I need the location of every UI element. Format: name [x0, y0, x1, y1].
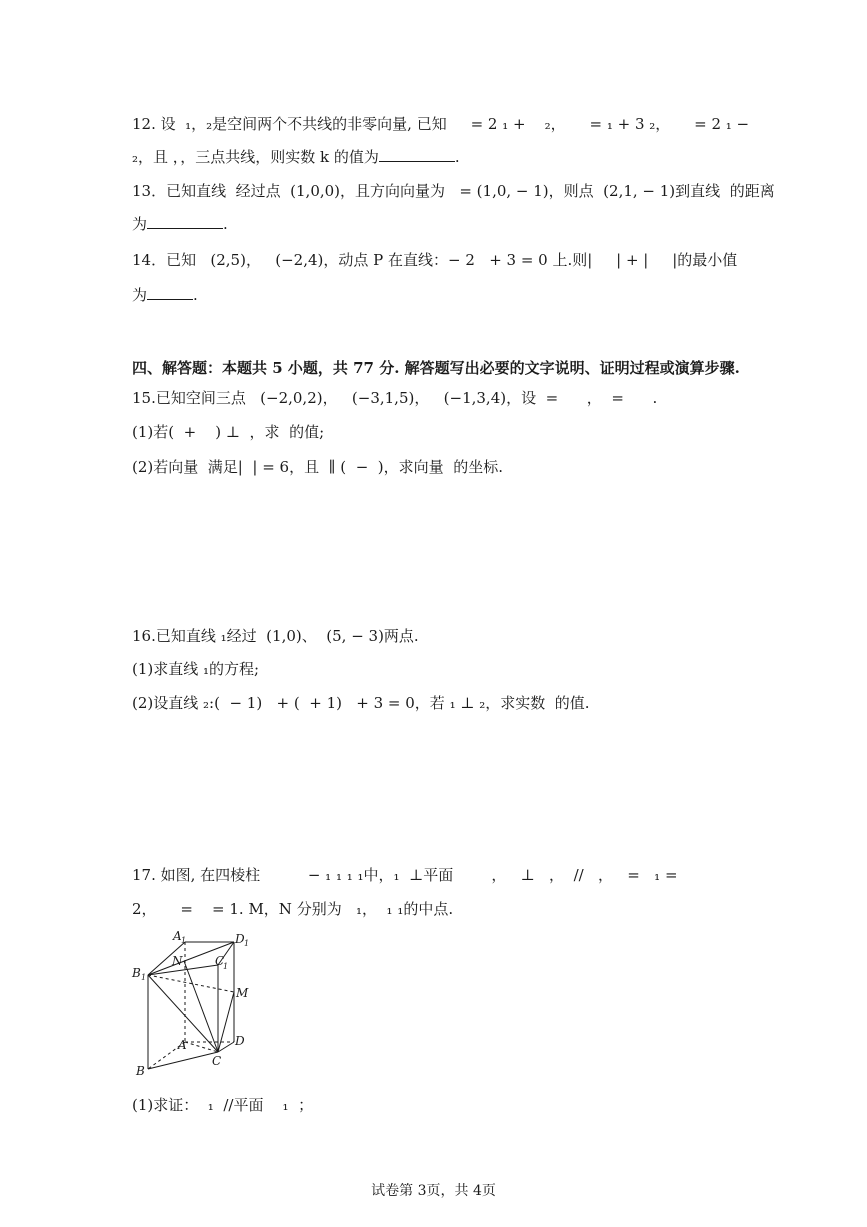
label-d1: D	[235, 932, 245, 946]
q12-line1: 12. 设 ₁，₂是空间两个不共线的非零向量, 已知 = 2 ₁ + ₂， = ₁ + 3 ₂， = 2 ₁ −	[132, 115, 750, 133]
q14-line2	[132, 284, 198, 306]
q13-period: .	[223, 215, 228, 233]
prism-figure	[128, 925, 258, 1080]
label-a1-sub: 1	[181, 936, 187, 945]
q13-line2	[132, 213, 228, 235]
q17-stem-line1: 17. 如图, 在四棱柱 − ₁ ₁ ₁ ₁中，₁ ⊥平面 ， ⊥ ， // ， = ₁ =	[132, 866, 678, 884]
label-a1: A	[173, 929, 182, 943]
q16-stem: 16.已知直线 ₁经过 (1,0)、 (5, − 3)两点.	[132, 627, 419, 645]
page-footer: 试卷第 3页，共 4页	[371, 1183, 496, 1199]
section-4-heading: 四、解答题：本题共 5 小题，共 77 分. 解答题写出必要的文字说明、证明过程或演算步骤.	[132, 359, 740, 377]
q12-answer-blank[interactable]	[379, 147, 455, 162]
label-c1: C	[215, 954, 225, 968]
label-d1-sub: 1	[244, 939, 250, 948]
label-d: D	[235, 1034, 245, 1048]
q14-period: .	[193, 286, 198, 304]
q13-text: 为	[132, 215, 148, 233]
q16-part1: (1)求直线 ₁的方程;	[132, 660, 260, 678]
q16-part2: (2)设直线 ₂:( − 1) + ( + 1) + 3 = 0，若 ₁ ⊥ ₂，求实数 的值.	[132, 694, 590, 712]
label-c: C	[212, 1054, 222, 1068]
q12-text: ₂，且 ，，三点共线，则实数 k 的值为	[132, 148, 379, 166]
label-a: A	[178, 1038, 187, 1052]
label-c1-sub: 1	[223, 962, 229, 971]
q12-line2	[132, 146, 460, 168]
label-b: B	[136, 1064, 145, 1078]
q17-stem-line2: 2， = = 1. M，N 分别为 ₁， ₁ ₁的中点.	[132, 900, 454, 918]
q15-part2: (2)若向量 满足| | = 6，且 ∥ ( − )，求向量 的坐标.	[132, 458, 503, 476]
label-b1: B	[132, 966, 141, 980]
q17-part1: (1)求证： ₁ //平面 ₁ ；	[132, 1096, 314, 1114]
q15-part1: (1)若( + ) ⊥ ，求 的值;	[132, 423, 325, 441]
q14-line1: 14．已知 (2,5)， (−2,4)，动点 P 在直线：− 2 + 3 = 0 上.则| | + | |的最小值	[132, 251, 738, 269]
label-m: M	[236, 986, 249, 1000]
q13-answer-blank[interactable]	[147, 214, 223, 229]
q12-period: .	[454, 148, 460, 166]
q15-stem: 15.已知空间三点 (−2,0,2)， (−3,1,5)， (−1,3,4)，设 = ， = .	[132, 389, 658, 407]
q13-line1: 13．已知直线 经过点 (1,0,0)，且方向向量为 = (1,0, − 1)，则点 (2,1, − 1)到直线 的距离	[132, 182, 775, 200]
label-n: N	[172, 954, 183, 968]
label-b1-sub: 1	[141, 973, 147, 982]
q14-text: 为	[132, 286, 148, 304]
q14-answer-blank[interactable]	[147, 285, 193, 300]
